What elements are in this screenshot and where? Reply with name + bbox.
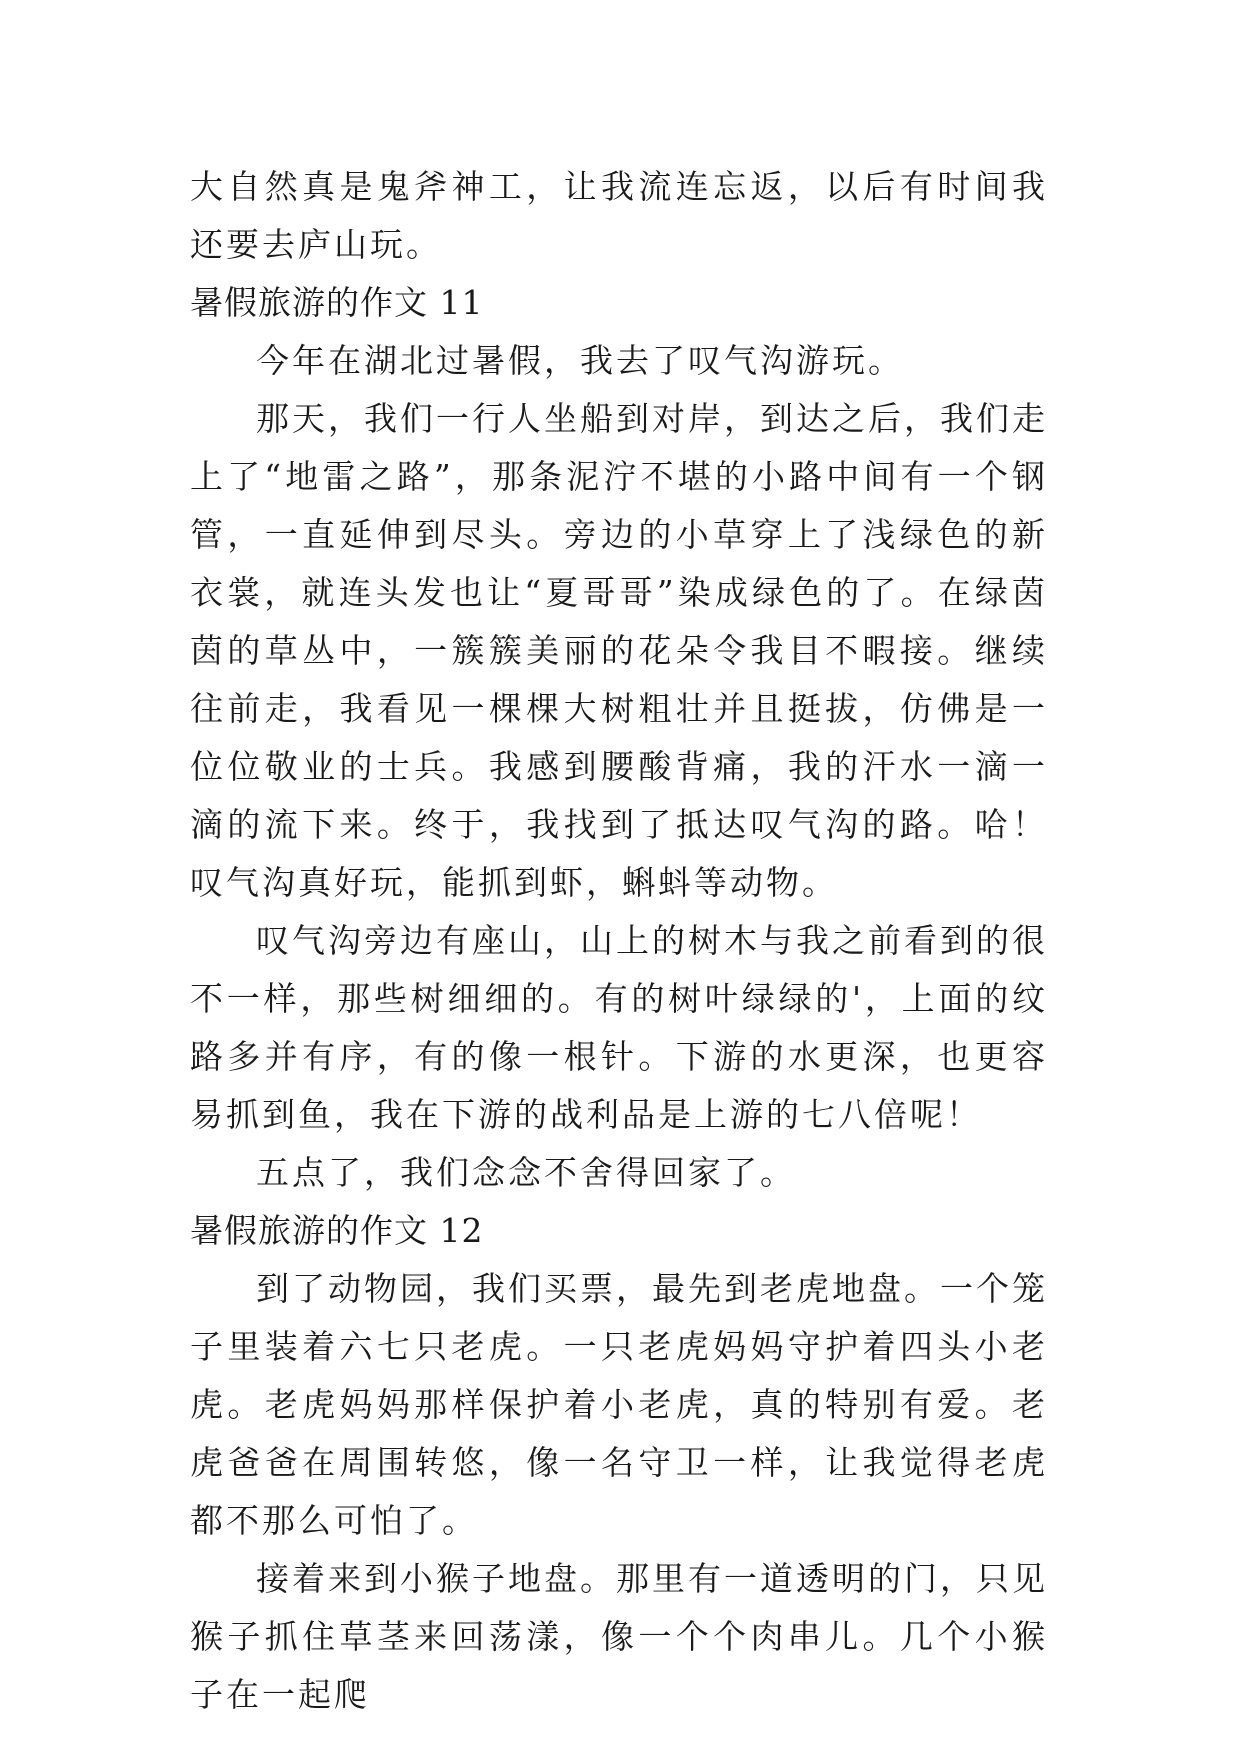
paragraph: 今年在湖北过暑假，我去了叹气沟游玩。 (256, 341, 904, 380)
document-body (190, 158, 1048, 1724)
paragraph: 到了动物园，我们买票，最先到老虎地盘。一个笼子里装着六七只老虎。一只老虎妈妈守护着四头小老虎。老虎妈妈那样保护着小老虎，真的特别有爱。老虎爸爸在周围转悠，像一名守卫一样，让我觉得老虎都不那么可怕了。 (190, 1269, 1048, 1540)
paragraph: 叹气沟旁边有座山，山上的树木与我之前看到的很不一样，那些树细细的。有的树叶绿绿的'，上面的纹路多并有序，有的像一根针。下游的水更深，也更容易抓到鱼，我在下游的战利品是上游的七八倍呢！ (190, 921, 1048, 1134)
paragraph: 五点了，我们念念不舍得回家了。 (256, 1153, 796, 1192)
essay-heading-11: 暑假旅游的作文 11 (190, 283, 484, 322)
essay-heading-12: 暑假旅游的作文 12 (190, 1211, 484, 1250)
paragraph: 接着来到小猴子地盘。那里有一道透明的门，只见猴子抓住草茎来回荡漾，像一个个肉串儿。几个小猴子在一起爬 (190, 1559, 1048, 1714)
paragraph-closing-line: 大自然真是鬼斧神工，让我流连忘返，以后有时间我还要去庐山玩。 (190, 167, 1048, 264)
paragraph: 那天，我们一行人坐船到对岸，到达之后，我们走上了“地雷之路”，那条泥泞不堪的小路中间有一个钢管，一直延伸到尽头。旁边的小草穿上了浅绿色的新衣裳，就连头发也让“夏哥哥”染成绿色的了。在绿茵茵的草丛中，一簇簇美丽的花朵令我目不暇接。继续往前走，我看见一棵棵大树粗壮并且挺拔，仿佛是一位位敬业的士兵。我感到腰酸背痛，我的汗水一滴一滴的流下来。终于，我找到了抵达叹气沟的路。哈！叹气沟真好玩，能抓到虾，蝌蚪等动物。 (190, 399, 1048, 902)
